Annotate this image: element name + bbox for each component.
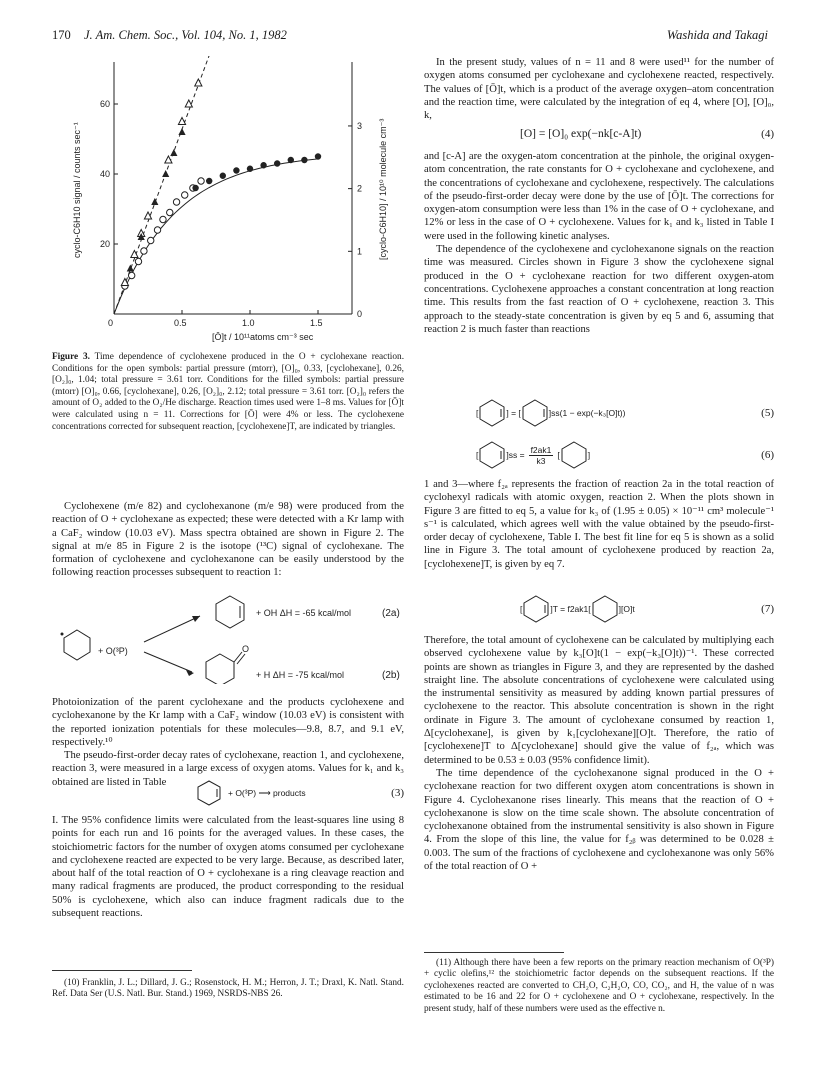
eq5-left-bracket: [ (476, 408, 479, 418)
eq6-numerator: f2ak1 (530, 444, 552, 455)
data-point-filled-triangle (162, 170, 169, 177)
cyclohexene-ring-eq7 (522, 594, 550, 624)
data-point-open-circle (141, 248, 147, 254)
left-column (52, 500, 404, 580)
data-point-open-triangle (195, 79, 202, 86)
eq5-rhs: ]ss(1 − exp(−k₃[O]t)) (548, 408, 626, 418)
equation-3 (52, 778, 404, 808)
arrow-to-2a (144, 616, 200, 642)
data-point-filled-triangle (127, 265, 134, 272)
right-paragraph-3: The dependence of the cyclohexene and cyclohexanone signals on the reaction time was measured. Circles shown in Figure 3 show the cyclohexene signal produced in the O + cyclohexane reaction for two different oxygen-atom concentrations. Cyclohexene approaches a constant concentration at long reaction time. This results from the fast reaction of O + cyclohexene, reaction 3. This approach to the steady-state concentration is given by eq 5 and 6, assuming that reaction 2 is much faster than reactions (424, 244, 774, 335)
equation-6: [ ]ss = $\frac{f2ak1}{k3}$ [ ] (6) (424, 436, 774, 474)
figure-3-caption-label: Figure 3. (52, 352, 90, 362)
footnote-rule-right (424, 952, 564, 953)
left-paragraph-4: I. The 95% confidence limits were calculated from the least-squares line using 8 points for each run and 16 points for the averaged values. In these cases, the stoichiometric factors for the number of oxygen atoms consumed per cyclohexane and cyclohexene reacted are expected to be very large. Because, as described later, about half of the total reaction of O + cyclohexane is a ring cleavage reaction and many radical fragments are produced, the product corresponding to the residual 50% is cyclohexene, which also can induce fragment radicals due to the subsequent reactions. (52, 815, 404, 920)
y-left-tick-label: 60 (100, 99, 111, 109)
data-point-filled-circle (315, 153, 321, 159)
y-left-tick-label: 40 (100, 169, 111, 179)
data-point-open-circle (148, 237, 154, 243)
data-point-open-circle (154, 227, 160, 233)
footnote-11-text: (11) Although there have been a few reports on the primary reaction mechanism of O(³P) + cyclic olefins,¹² the stoichiometric factor depends on the subsequent reactions. If the cyclohexenes reacted are converted to CH₂O, C₂H₂O, CO, CO₂, and H, the value of n was estimated to be 16 and 22 for O + cyclohexene and O + cyclohexane, respectively. In the present study, half of these numbers were used as the effective n. (424, 958, 774, 1014)
left-column-2 (52, 696, 404, 789)
reaction-scheme-2 (52, 592, 404, 684)
eq6-denominator: k3 (536, 455, 546, 466)
data-point-filled-circle (288, 157, 294, 163)
cyclohexene-ring-eq3 (196, 779, 222, 807)
reaction-number-2b: (2b) (382, 670, 400, 681)
data-point-open-circle (128, 272, 134, 278)
data-point-filled-circle (220, 173, 226, 179)
footnote-10-text: (10) Franklin, J. L.; Dillard, J. G.; Rosenstock, H. M.; Herron, J. T.; Draxl, K. Natl. Stand. Ref. Data Ser (U.S. Natl. Bur. Stand.) 1969, NSRDS-NBS 26. (52, 978, 404, 1000)
data-point-filled-circle (233, 167, 239, 173)
data-point-open-circle (167, 209, 173, 215)
footnote-11 (424, 958, 774, 1015)
cyclohexene-ring-eq5a (478, 398, 506, 428)
left-column-3 (52, 814, 404, 920)
figure-3-caption (52, 352, 404, 433)
carbonyl-bond-1 (234, 652, 242, 662)
equation-3-number: (3) (391, 787, 404, 799)
x-tick-label: 1.5 (310, 318, 323, 328)
equation-4-number: (4) (761, 128, 774, 140)
y-left-tick-label: 20 (100, 239, 111, 249)
data-point-filled-triangle (151, 198, 158, 205)
data-point-open-circle (182, 192, 188, 198)
x-tick-label: 0 (108, 318, 114, 328)
y-axis-right-label: [cyclo-C6H10] / 10¹⁰ molecule cm⁻³ (378, 118, 388, 260)
right-paragraph-1: In the present study, values of n = 11 and 8 were used¹¹ for the number of oxygen atoms consumed per cyclohexane and cyclohexene reacted, respectively. The values of [Ō]t, which is a product of the average oxygen–atom concentration and the reaction time, were calculated by the integration of eq 4, where [O], [O]₀, k, (424, 57, 774, 122)
figure-3-chart (52, 56, 404, 344)
equation-4-text: [O] = [O]₀ exp(−nk[c-A]t) (520, 128, 642, 140)
data-point-open-circle (135, 258, 141, 264)
eq7-mid: ]T = f2ak1[ (550, 604, 591, 614)
right-paragraph-6: The time dependence of the cyclohexanone signal produced in the O + cyclohexane reaction for two different oxygen atom concentrations is shown in Figure 4. Cyclohexanone rises linearly. This means that the reaction of O + cyclohexanone is slow on the time scale shown. The absolute concentration of cyclohexanone obtained from the instrumental sensitivity is also shown in Figure 4. From the slope of this line, the value for f₂ᵦ was determined to be 0.028 ± 0.003. The sum of the fractions of cyclohexene and cyclohexanone was only 56% of the total reaction of O + (424, 767, 774, 873)
footnote-rule-left (52, 970, 192, 971)
reaction-number-2a: (2a) (382, 608, 400, 619)
path-2a-products: + OH ΔH = -65 kcal/mol (256, 608, 352, 618)
data-point-open-circle (160, 216, 166, 222)
data-point-filled-circle (301, 157, 307, 163)
carbonyl-bond-2 (237, 654, 245, 664)
eq7-rhs: ][O]t (618, 604, 635, 614)
y-right-tick-label: 0 (357, 309, 363, 319)
eq6-left-bracket: [ (476, 450, 479, 460)
equation-6-number: (6) (761, 449, 774, 461)
right-column (424, 56, 774, 122)
y-right-tick-label: 1 (357, 246, 363, 257)
right-column-4 (424, 634, 774, 873)
eq6-mid: ]ss = (506, 450, 525, 460)
eq6-fraction (529, 445, 554, 466)
left-paragraph-1: Cyclohexene (m/e 82) and cyclohexanone (m/e 98) were produced from the reaction of O + cyclohexane as expected; these were detected with a Kr lamp with a CaF₂ window (10.03 eV). Mass spectra obtained are shown in Figure 2. The signal at m/e 85 in Figure 2 is the isotope (¹³C) signal of cyclohexane. The formation of cyclohexene and cyclohexanone can be easily understood by the following reaction processes subsequent to reaction 1: (52, 501, 404, 579)
x-axis-label: [Ō]t / 10¹¹atoms cm⁻³ sec (212, 332, 314, 342)
right-paragraph-5: Therefore, the total amount of cyclohexene can be calculated by multiplying each observed cyclohexene value by k₃[O]t(1 − exp(−k₃[O]t))⁻¹. These corrected points are shown as triangles in Figure 3, and they are represented by the dashed straight line. The absolute concentrations of cyclohexene were calculated using the instrumental sensitivity as measured by adding known partial pressures of cyclohexene to the reactor. This absolute concentration is shown in the right ordinate in Figure 3. The amount of cyclohexane consumed by reaction 1, Δ[cyclohexane], is given by k₁[cyclohexane][O]t. Therefore, the ratio of [cyclohexene]T to Δ[cyclohexane] should give the value of f₂ₐ, which was determined to be 0.53 ± 0.03 (95% confidence limit). (424, 635, 774, 766)
cyclohexane-ring-eq6 (560, 440, 588, 470)
left-paragraph-2: Photoionization of the parent cyclohexane and the products cyclohexene and cyclohexanone by the Kr lamp with a CaF₂ window (10.03 eV) is consistent with the reported ionization potentials for these molecules—9.8, 8.7, and 9.1 eV, respectively.¹⁰ (52, 697, 404, 748)
cyclohexane-ring-eq7 (591, 594, 619, 624)
data-point-open-circle (198, 178, 204, 184)
data-point-filled-circle (192, 185, 198, 191)
figure-3-caption-text: Time dependence of cyclohexene produced in the O + cyclohexane reaction. Conditions for the open symbols: partial pressure (mtorr), [O]₀, 0.33, [cyclohexane], 0.26, [O₂]₀, 1.04; total pressure = 3.61 torr. Conditions for the filled symbols: partial pressure (mtorr) [O]₀, 0.66, [cyclohexane], 0.26, [O₂]₀, 2.12; total pressure = 3.61 torr. [O₂]₀ refers the amount of O₂ added to the O₂/He discharge. Reaction times used were 1–8 ms. Values for [Ō]t were calculated using n = 11. Corrections for [Ō] were 4% or less. The cyclohexene concentrations corrected for subsequent reaction, [cyclohexene]T, are indicated by triangles. (52, 352, 405, 432)
y-axis-left-label: cyclo-C6H10 signal / counts sec⁻¹ (72, 122, 82, 258)
eq7-left-bracket: [ (520, 604, 523, 614)
x-tick-label: 1.0 (242, 318, 255, 328)
data-point-filled-circle (247, 166, 253, 172)
equation-7 (424, 592, 774, 626)
data-point-filled-triangle (170, 149, 177, 156)
data-point-open-circle (173, 199, 179, 205)
equation-5-number: (5) (761, 407, 774, 419)
right-column-3 (424, 478, 774, 571)
data-point-filled-triangle (178, 128, 185, 135)
reactant-plus-oxygen: + O(³P) (98, 646, 128, 656)
data-point-filled-circle (260, 162, 266, 168)
equation-7-number: (7) (761, 603, 774, 615)
eq5-mid: ] = [ (506, 408, 521, 418)
arrow-to-2b (144, 652, 192, 672)
eq6-rhs-bracket: [ (557, 450, 560, 460)
cyclohexyl-radical-ring (64, 630, 90, 660)
equation-3-text: + O(³P) ⟶ products (228, 787, 306, 798)
right-column-2 (424, 150, 774, 336)
path-2b-products: + H ΔH = -75 kcal/mol (256, 670, 345, 680)
radical-dot (61, 633, 64, 636)
right-paragraph-2: and [c-A] are the oxygen-atom concentration at the pinhole, the original oxygen-atom concentration, the rate constants for O + cyclohexane and cyclohexene, and the concentrations of cyclohexane and cyclohexene, respectively. The calculations of the pseudo-first-order decay were done by the use of [Ō]t. The corrections for oxygen-atom consumption were less than 1% in the case of O + cyclohexane, and 12% or less in the case of O + cyclohexene. Values for k₁ and k₃ listed in Table I were used in the following kinetic analyses. (424, 151, 774, 242)
equation-4 (424, 128, 774, 140)
cyclohexene-ring-eq6a (478, 440, 506, 470)
journal-citation: J. Am. Chem. Soc., Vol. 104, No. 1, 1982 (84, 28, 287, 42)
x-tick-label: 0.5 (174, 318, 187, 328)
data-point-filled-circle (274, 160, 280, 166)
running-authors: Washida and Takagi (666, 28, 768, 42)
y-right-tick-label: 3 (357, 120, 363, 131)
y-right-tick-label: 2 (357, 183, 363, 194)
footnote-10 (52, 978, 404, 1001)
right-paragraph-4: 1 and 3—where f₂ₐ represents the fraction of reaction 2a in the total reaction of cyclohexyl radicals with atomic oxygen, reaction 2. When the plots shown in Figure 3 are fitted to eq 5, a value for k₃ of (1.95 ± 0.05) × 10⁻¹¹ cm³ molecule⁻¹ s⁻¹ is calculated, which agrees well with the value obtained by the pseudo-first-order decay of cyclohexene, Table I. The best fit line for eq 5 is shown as a solid line in Figure 3. The total amount of cyclohexene produced by reaction 2a, [cyclohexene]T, is given by eq 7. (424, 479, 774, 570)
carbonyl-oxygen: O (242, 644, 250, 654)
cyclohexene-ring-eq5b (521, 398, 549, 428)
cyclohexanone-ring (206, 654, 234, 684)
left-paragraph-3: The pseudo-first-order decay rates of cyclohexane, reaction 1, and cyclohexene, reaction 3, were measured in a large excess of oxygen atoms. Values for k₁ and k₃ obtained are listed in Table (52, 750, 404, 788)
equation-5 (424, 396, 774, 430)
page-number: 170 (52, 28, 71, 42)
data-point-filled-circle (206, 178, 212, 184)
